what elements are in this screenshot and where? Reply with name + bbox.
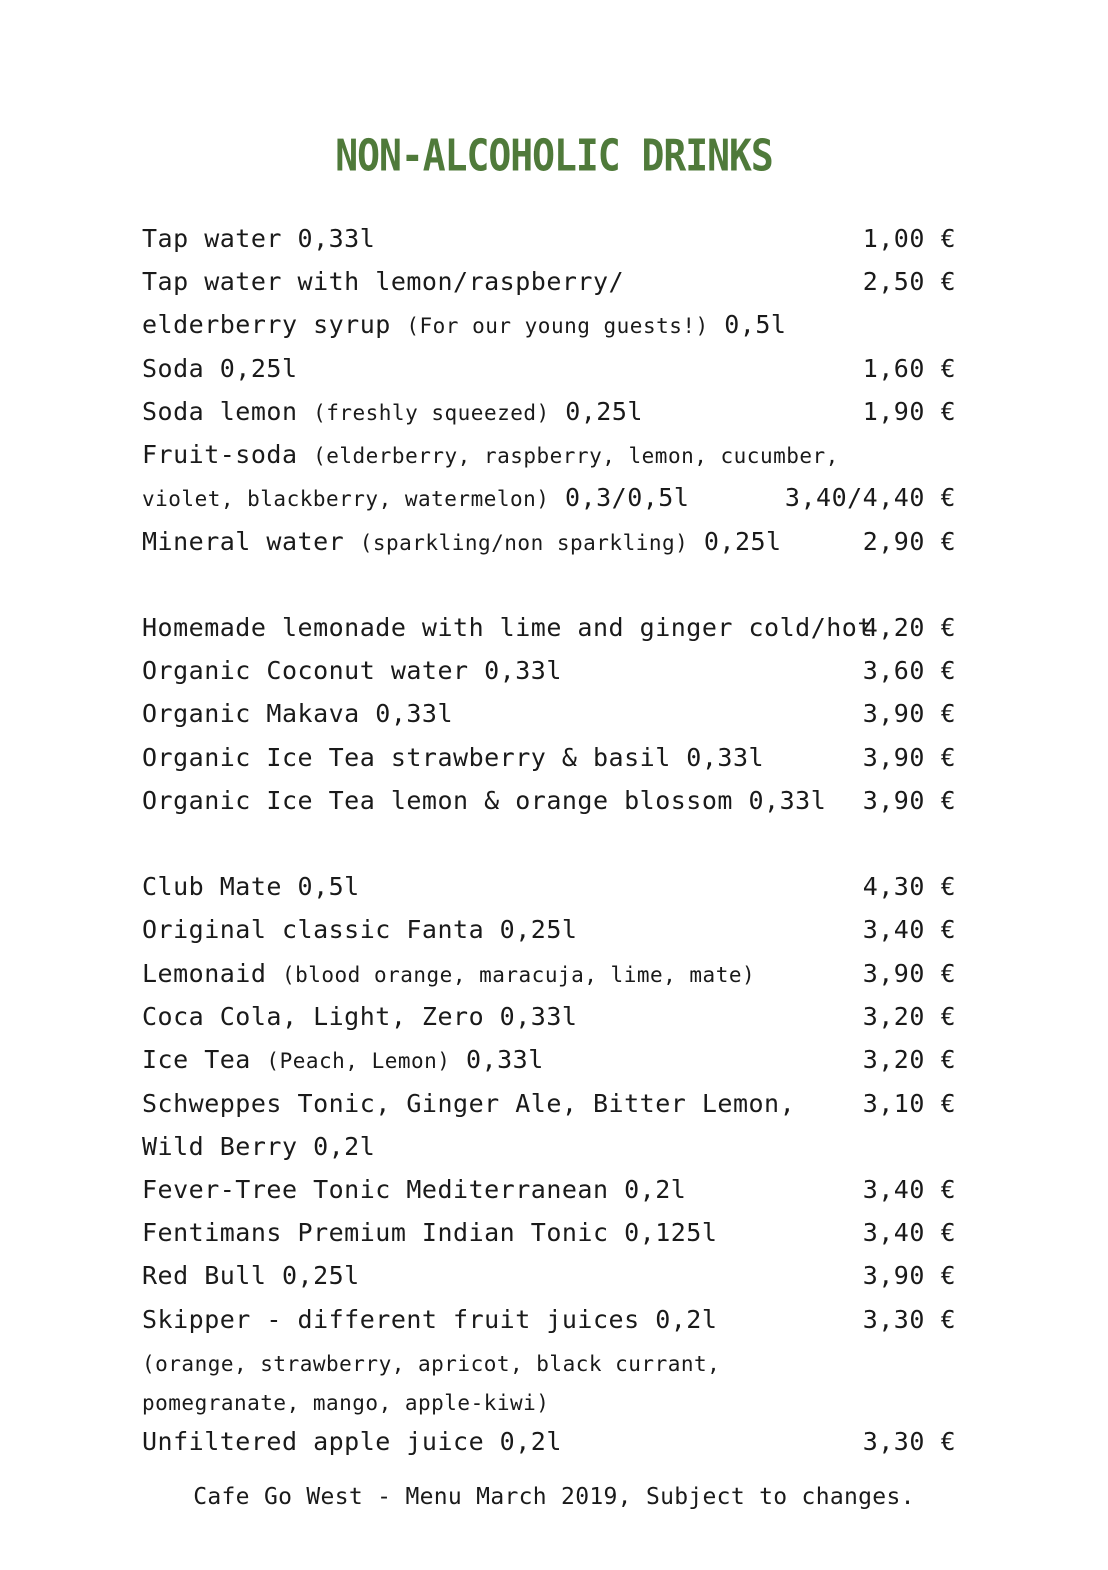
item-name: Tap water 0,33l bbox=[142, 224, 376, 253]
menu-item bbox=[142, 1082, 956, 1125]
item-note: (freshly squeezed) bbox=[313, 401, 550, 425]
item-note: pomegranate, mango, apple-kiwi) bbox=[142, 1391, 550, 1415]
item-name: Organic Coconut water 0,33l bbox=[142, 656, 562, 685]
menu-item bbox=[142, 347, 956, 390]
menu-item bbox=[142, 1298, 956, 1341]
menu-item-price: 3,20 € bbox=[862, 1002, 956, 1031]
item-name: Original classic Fanta 0,25l bbox=[142, 915, 578, 944]
menu-item bbox=[142, 1211, 956, 1254]
menu-item-price: 3,90 € bbox=[862, 959, 956, 988]
menu-item-name bbox=[142, 649, 562, 692]
menu-item-name bbox=[142, 390, 643, 435]
menu-item bbox=[142, 476, 956, 519]
menu-item bbox=[142, 908, 956, 951]
menu-item-price: 3,40 € bbox=[862, 1175, 956, 1204]
menu-item-name bbox=[142, 1125, 375, 1168]
menu-item-name bbox=[142, 1168, 686, 1211]
menu-item-name bbox=[142, 606, 873, 649]
menu-item-name bbox=[142, 1038, 544, 1083]
menu-item bbox=[142, 995, 956, 1038]
menu-item-name bbox=[142, 1082, 795, 1125]
menu-item-name bbox=[142, 433, 839, 478]
item-note: (For our young guests!) bbox=[406, 314, 709, 338]
menu-item-name bbox=[142, 995, 577, 1038]
menu-item bbox=[142, 390, 956, 433]
item-note: (Peach, Lemon) bbox=[266, 1049, 451, 1073]
menu-item-price: 3,30 € bbox=[862, 1305, 956, 1334]
menu-item bbox=[142, 1380, 956, 1423]
menu-item bbox=[142, 692, 956, 735]
menu-item bbox=[142, 1168, 956, 1211]
menu-footer: Cafe Go West - Menu March 2019, Subject to changes. bbox=[193, 1484, 915, 1510]
menu-item-name bbox=[142, 952, 755, 997]
item-note: (elderberry, raspberry, lemon, cucumber, bbox=[313, 444, 839, 468]
item-name: Mineral water bbox=[142, 527, 360, 556]
item-note: (blood orange, maracuja, lime, mate) bbox=[281, 963, 756, 987]
item-name: Organic Makava 0,33l bbox=[142, 699, 454, 728]
menu-item bbox=[142, 260, 956, 303]
menu-item bbox=[142, 217, 956, 260]
menu-item-name bbox=[142, 1298, 717, 1341]
menu-item-price: 3,60 € bbox=[862, 656, 956, 685]
menu-item bbox=[142, 1038, 956, 1081]
item-name: elderberry syrup bbox=[142, 310, 407, 339]
menu-item-price: 3,40 € bbox=[862, 915, 956, 944]
menu-item-price: 1,90 € bbox=[862, 397, 956, 426]
menu-item bbox=[142, 865, 956, 908]
menu-item-price: 1,00 € bbox=[862, 224, 956, 253]
menu-item-price: 3,40 € bbox=[862, 1218, 956, 1247]
menu-item-price: 3,20 € bbox=[862, 1045, 956, 1074]
menu-item-name bbox=[142, 476, 689, 521]
item-size: 0,33l bbox=[450, 1045, 544, 1074]
menu-item bbox=[142, 303, 956, 346]
menu-item-price: 3,90 € bbox=[862, 699, 956, 728]
menu-item-name bbox=[142, 692, 453, 735]
menu-item bbox=[142, 736, 956, 779]
menu-item bbox=[142, 606, 956, 649]
menu-item bbox=[142, 520, 956, 563]
item-name: Soda lemon bbox=[142, 397, 314, 426]
menu-item-name bbox=[142, 303, 786, 348]
item-name: Organic Ice Tea strawberry & basil 0,33l bbox=[142, 743, 765, 772]
item-name: Organic Ice Tea lemon & orange blossom 0,33l bbox=[142, 786, 827, 815]
menu-item-name bbox=[142, 1420, 562, 1463]
menu-item bbox=[142, 1254, 956, 1297]
menu-item bbox=[142, 649, 956, 692]
menu-item bbox=[142, 1125, 956, 1168]
menu-title: NON-ALCOHOLIC DRINKS bbox=[335, 130, 773, 181]
menu-item-name bbox=[142, 217, 375, 260]
item-note: (orange, strawberry, apricot, black currant, bbox=[142, 1352, 721, 1376]
item-size: 0,25l bbox=[549, 397, 643, 426]
menu-item-name bbox=[142, 779, 826, 822]
item-name: Tap water with lemon/raspberry/ bbox=[142, 267, 625, 296]
menu-item bbox=[142, 1420, 956, 1463]
menu-item bbox=[142, 433, 956, 476]
item-name: Wild Berry 0,2l bbox=[142, 1132, 376, 1161]
menu-item-price: 1,60 € bbox=[862, 354, 956, 383]
menu-item-name bbox=[142, 1254, 360, 1297]
menu-item-price: 3,10 € bbox=[862, 1089, 956, 1118]
item-size: 0,5l bbox=[708, 310, 787, 339]
menu-item-price: 2,50 € bbox=[862, 267, 956, 296]
item-name: Red Bull 0,25l bbox=[142, 1261, 360, 1290]
item-name: Lemonaid bbox=[142, 959, 282, 988]
menu-item bbox=[142, 952, 956, 995]
menu-item-price: 3,30 € bbox=[862, 1427, 956, 1456]
item-size: 0,3/0,5l bbox=[549, 483, 690, 512]
item-name: Fentimans Premium Indian Tonic 0,125l bbox=[142, 1218, 718, 1247]
item-name: Schweppes Tonic, Ginger Ale, Bitter Lemon, bbox=[142, 1089, 796, 1118]
menu-item bbox=[142, 1341, 956, 1384]
item-name: Skipper - different fruit juices 0,2l bbox=[142, 1305, 718, 1334]
menu-item-price: 4,20 € bbox=[862, 613, 956, 642]
item-name: Fruit-soda bbox=[142, 440, 314, 469]
menu-item-price: 3,90 € bbox=[862, 743, 956, 772]
item-name: Ice Tea bbox=[142, 1045, 267, 1074]
menu-item-name bbox=[142, 520, 782, 565]
menu-item-name bbox=[142, 260, 624, 303]
menu-item-name bbox=[142, 865, 360, 908]
menu-item-price: 3,40/4,40 € bbox=[784, 483, 956, 512]
item-name: Coca Cola, Light, Zero 0,33l bbox=[142, 1002, 578, 1031]
item-name: Soda 0,25l bbox=[142, 354, 298, 383]
item-size: 0,25l bbox=[688, 527, 782, 556]
item-name: Unfiltered apple juice 0,2l bbox=[142, 1427, 562, 1456]
item-name: Fever-Tree Tonic Mediterranean 0,2l bbox=[142, 1175, 687, 1204]
item-note: violet, blackberry, watermelon) bbox=[142, 487, 550, 511]
menu-item-name bbox=[142, 908, 577, 951]
menu-item bbox=[142, 779, 956, 822]
menu-item-price: 3,90 € bbox=[862, 1261, 956, 1290]
menu-item-name bbox=[142, 1380, 549, 1425]
menu-item-price: 2,90 € bbox=[862, 527, 956, 556]
menu-item-price: 3,90 € bbox=[862, 786, 956, 815]
menu-item-name bbox=[142, 736, 764, 779]
item-name: Club Mate 0,5l bbox=[142, 872, 360, 901]
menu-item-name bbox=[142, 1211, 717, 1254]
item-note: (sparkling/non sparkling) bbox=[359, 531, 689, 555]
item-name: Homemade lemonade with lime and ginger cold/hot bbox=[142, 613, 873, 642]
menu-item-name bbox=[142, 347, 298, 390]
menu-item-price: 4,30 € bbox=[862, 872, 956, 901]
